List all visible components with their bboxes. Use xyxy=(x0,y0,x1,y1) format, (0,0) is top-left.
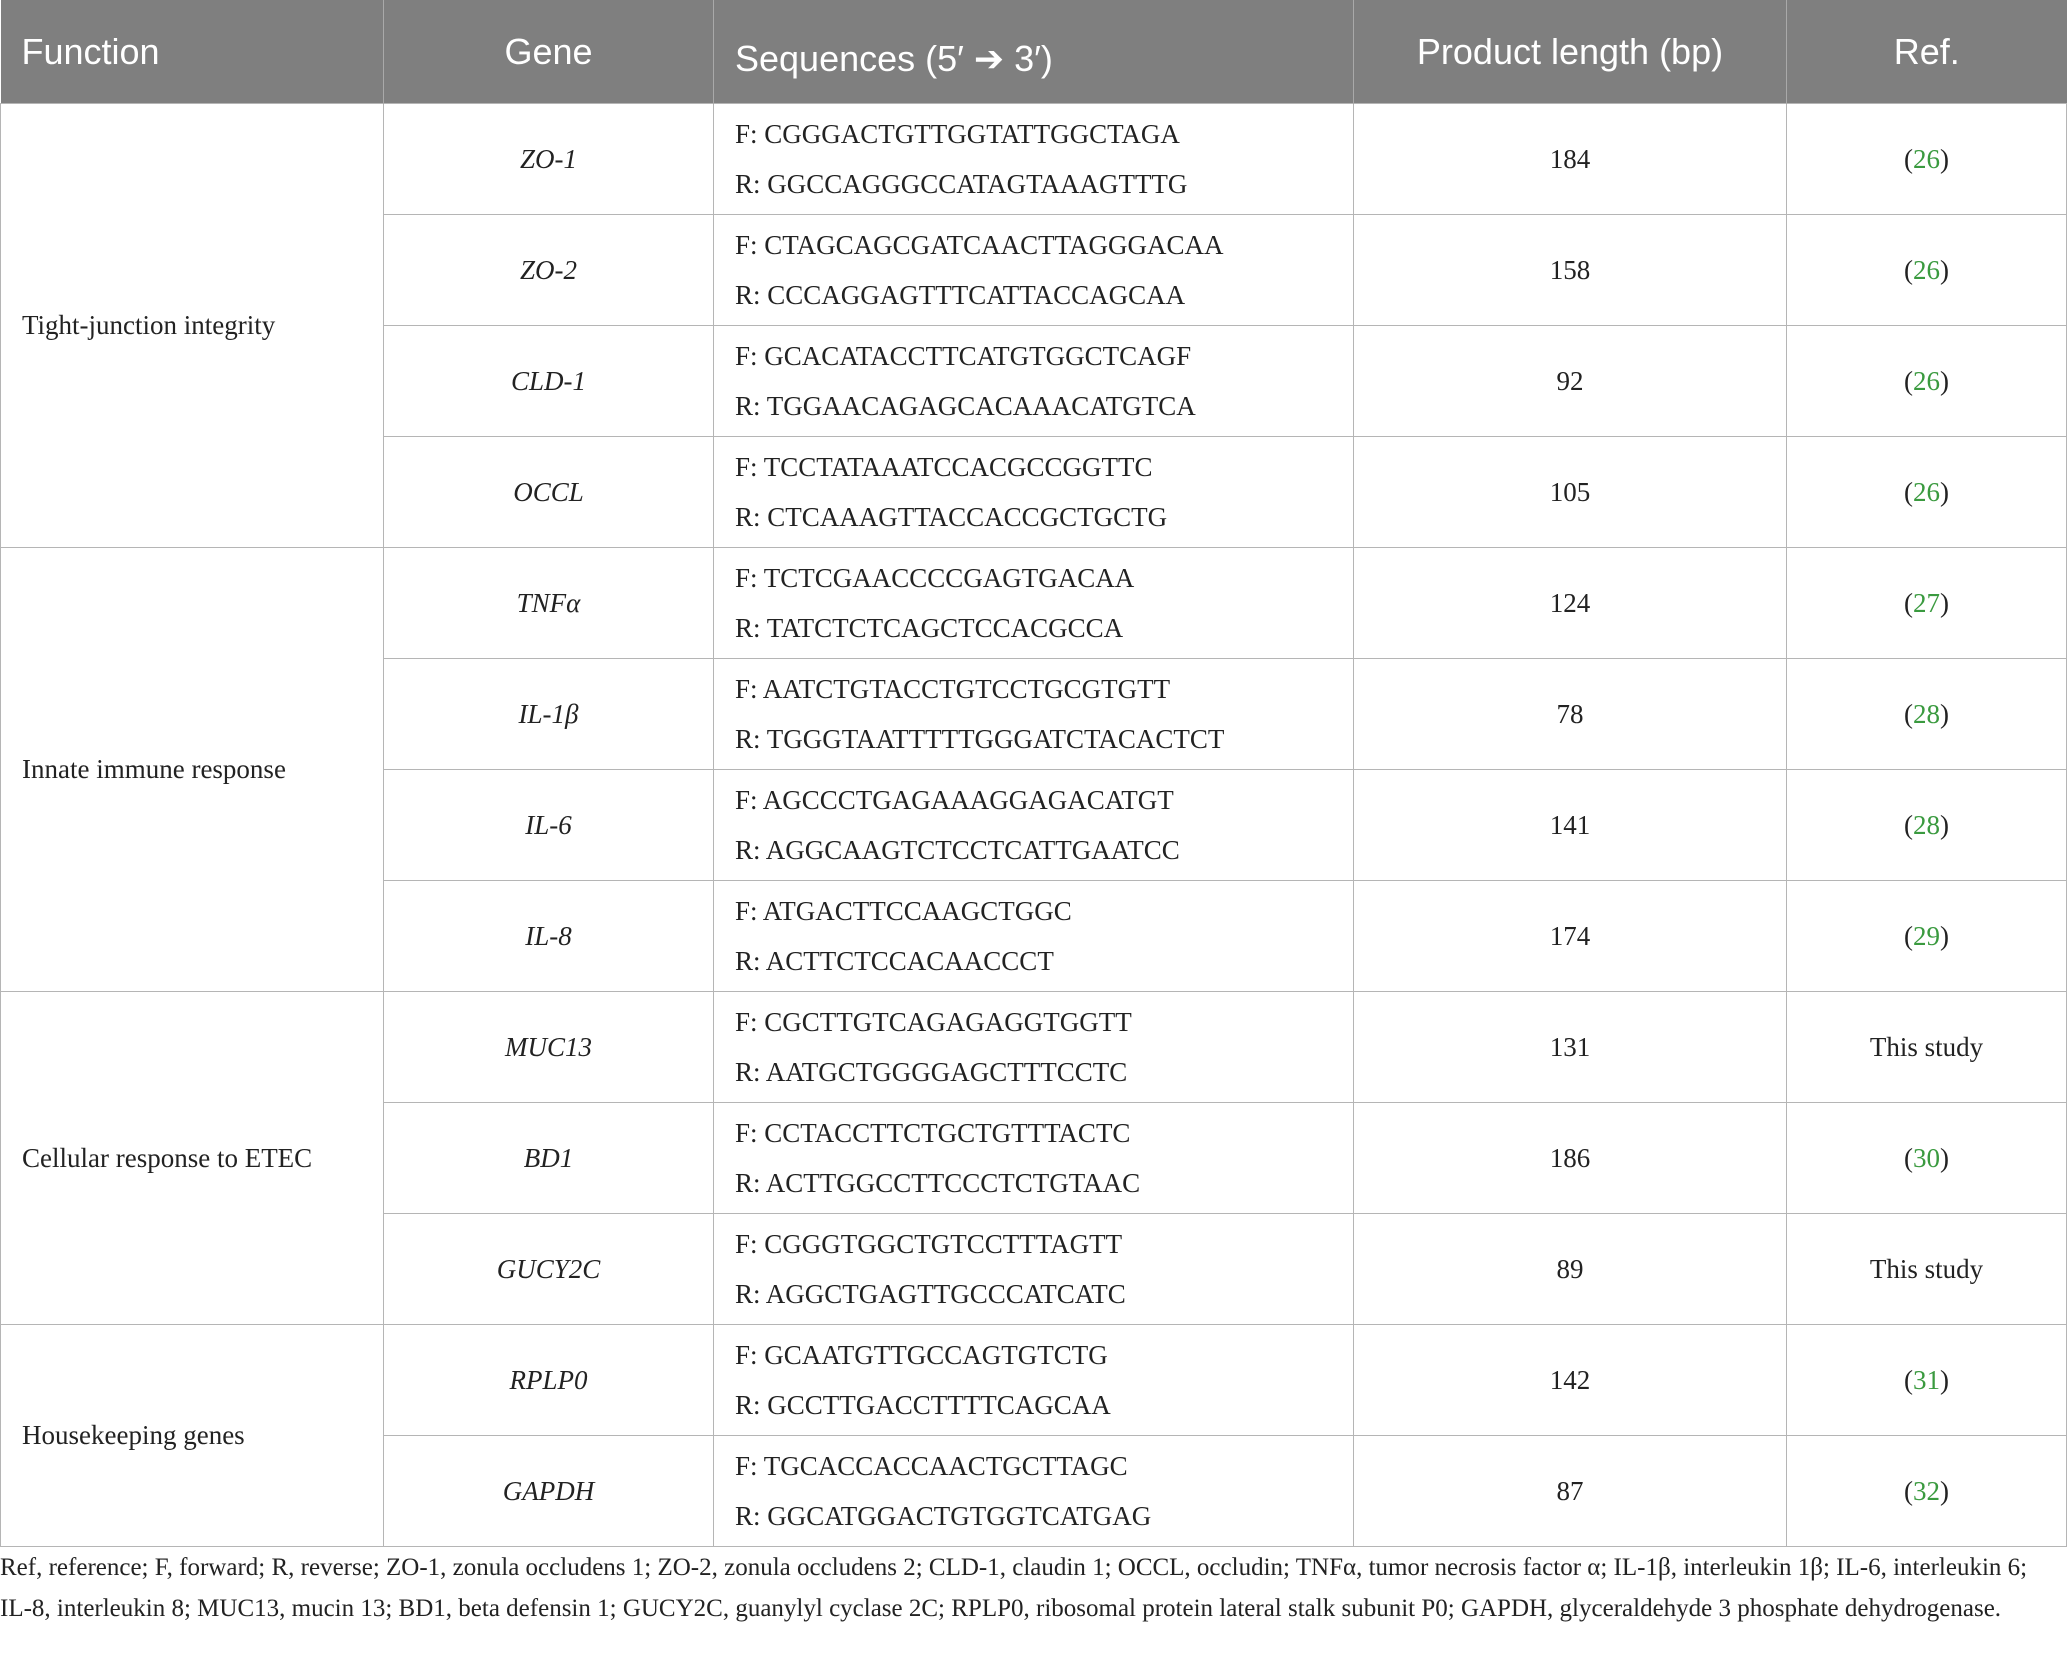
ref-text: This study xyxy=(1869,1031,1984,1062)
reverse-primer: R: TGGGTAATTTTTGGGATCTACACTCT xyxy=(735,724,1225,754)
ref-paren-close: ) xyxy=(1940,1475,1949,1506)
gene-cell: TNFα xyxy=(384,548,714,659)
ref-cell xyxy=(1787,1325,2067,1436)
reverse-primer: R: ACTTCTCCACAACCCT xyxy=(735,946,1054,976)
forward-primer: F: CGGGACTGTTGGTATTGGCTAGA xyxy=(735,119,1180,149)
reverse-primer: R: GCCTTGACCTTTTCAGCAA xyxy=(735,1390,1111,1420)
ref-paren-open: ( xyxy=(1904,254,1913,285)
table-row xyxy=(1,548,2067,659)
gene-cell: IL-8 xyxy=(384,881,714,992)
ref-paren-open: ( xyxy=(1904,476,1913,507)
sequence-cell xyxy=(714,1436,1354,1547)
ref-link[interactable]: 26 xyxy=(1913,254,1940,285)
ref-link[interactable]: 28 xyxy=(1913,809,1940,840)
table-row xyxy=(1,104,2067,215)
ref-paren-open: ( xyxy=(1904,1364,1913,1395)
product-length-cell: 89 xyxy=(1354,1214,1787,1325)
ref-cell xyxy=(1787,659,2067,770)
header-product-length: Product length (bp) xyxy=(1354,0,1787,104)
sequence-cell xyxy=(714,1103,1354,1214)
product-length-cell: 142 xyxy=(1354,1325,1787,1436)
ref-cell xyxy=(1787,437,2067,548)
ref-paren-open: ( xyxy=(1904,809,1913,840)
ref-paren-close: ) xyxy=(1940,1364,1949,1395)
ref-paren-open: ( xyxy=(1904,698,1913,729)
reverse-primer: R: TGGAACAGAGCACAAACATGTCA xyxy=(735,391,1196,421)
reverse-primer: R: GGCATGGACTGTGGTCATGAG xyxy=(735,1501,1152,1531)
gene-cell: RPLP0 xyxy=(384,1325,714,1436)
ref-paren-open: ( xyxy=(1904,1142,1913,1173)
table-row xyxy=(1,992,2067,1103)
table-body xyxy=(1,104,2067,1547)
ref-cell xyxy=(1787,1103,2067,1214)
table-footnote: Ref, reference; F, forward; R, reverse; ZO-1, zonula occludens 1; ZO-2, zonula occludens 2; CLD-1, claudin 1; OCCL, occludin; TNFα, tumor necrosis factor α; IL-1β, interleukin 1β; IL-6, interleukin 6; IL-8, interleukin 8; MUC13, mucin 13; BD1, beta defensin 1; GUCY2C, guanylyl cyclase 2C; RPLP0, ribosomal protein lateral stalk subunit P0; GAPDH, glyceraldehyde 3 phosphate dehydrogenase. xyxy=(0,1554,2028,1622)
forward-primer: F: CGGGTGGCTGTCCTTTAGTT xyxy=(735,1229,1123,1259)
forward-primer: F: TCCTATAAATCCACGCCGGTTC xyxy=(735,452,1153,482)
ref-paren-close: ) xyxy=(1940,698,1949,729)
sequence-cell xyxy=(714,992,1354,1103)
ref-link[interactable]: 29 xyxy=(1913,920,1940,951)
ref-paren-open: ( xyxy=(1904,143,1913,174)
function-cell: Innate immune response xyxy=(1,548,384,992)
sequence-cell xyxy=(714,215,1354,326)
sequence-cell xyxy=(714,770,1354,881)
forward-primer: F: AATCTGTACCTGTCCTGCGTGTT xyxy=(735,674,1171,704)
product-length-cell: 105 xyxy=(1354,437,1787,548)
gene-cell: GAPDH xyxy=(384,1436,714,1547)
forward-primer: F: ATGACTTCCAAGCTGGC xyxy=(735,896,1072,926)
gene-cell: IL-6 xyxy=(384,770,714,881)
reverse-primer: R: AGGCTGAGTTGCCCATCATC xyxy=(735,1279,1126,1309)
header-row xyxy=(1,0,2067,104)
ref-cell xyxy=(1787,548,2067,659)
header-gene: Gene xyxy=(384,0,714,104)
reverse-primer: R: CTCAAAGTTACCACCGCTGCTG xyxy=(735,502,1168,532)
forward-primer: F: GCACATACCTTCATGTGGCTCAGF xyxy=(735,341,1192,371)
ref-paren-open: ( xyxy=(1904,920,1913,951)
ref-link[interactable]: 31 xyxy=(1913,1364,1940,1395)
reverse-primer: R: AATGCTGGGGAGCTTTCCTC xyxy=(735,1057,1128,1087)
forward-primer: F: CCTACCTTCTGCTGTTTACTC xyxy=(735,1118,1131,1148)
ref-cell xyxy=(1787,104,2067,215)
ref-paren-close: ) xyxy=(1940,920,1949,951)
gene-cell: CLD-1 xyxy=(384,326,714,437)
gene-cell: GUCY2C xyxy=(384,1214,714,1325)
table-row xyxy=(1,1325,2067,1436)
ref-link[interactable]: 26 xyxy=(1913,365,1940,396)
ref-paren-open: ( xyxy=(1904,587,1913,618)
sequence-cell xyxy=(714,659,1354,770)
ref-link[interactable]: 30 xyxy=(1913,1142,1940,1173)
ref-paren-close: ) xyxy=(1940,365,1949,396)
gene-cell: MUC13 xyxy=(384,992,714,1103)
ref-cell xyxy=(1787,881,2067,992)
gene-cell: IL-1β xyxy=(384,659,714,770)
ref-cell xyxy=(1787,770,2067,881)
ref-link[interactable]: 26 xyxy=(1913,476,1940,507)
ref-cell xyxy=(1787,1436,2067,1547)
ref-paren-close: ) xyxy=(1940,476,1949,507)
sequence-cell xyxy=(714,881,1354,992)
ref-text: This study xyxy=(1869,1253,1984,1284)
reverse-primer: R: TATCTCTCAGCTCCACGCCA xyxy=(735,613,1124,643)
gene-cell: OCCL xyxy=(384,437,714,548)
table-header xyxy=(1,0,2067,104)
product-length-cell: 78 xyxy=(1354,659,1787,770)
forward-primer: F: CGCTTGTCAGAGAGGTGGTT xyxy=(735,1007,1132,1037)
forward-primer: F: AGCCCTGAGAAAGGAGACATGT xyxy=(735,785,1174,815)
header-function: Function xyxy=(1,0,384,104)
ref-link[interactable]: 32 xyxy=(1913,1475,1940,1506)
ref-cell xyxy=(1787,215,2067,326)
forward-primer: F: GCAATGTTGCCAGTGTCTG xyxy=(735,1340,1108,1370)
ref-link[interactable]: 27 xyxy=(1913,587,1940,618)
sequence-cell xyxy=(714,1214,1354,1325)
product-length-cell: 174 xyxy=(1354,881,1787,992)
product-length-cell: 131 xyxy=(1354,992,1787,1103)
sequence-cell xyxy=(714,1325,1354,1436)
ref-paren-close: ) xyxy=(1940,809,1949,840)
sequence-cell xyxy=(714,104,1354,215)
forward-primer: F: TCTCGAACCCCGAGTGACAA xyxy=(735,563,1135,593)
product-length-cell: 141 xyxy=(1354,770,1787,881)
reverse-primer: R: AGGCAAGTCTCCTCATTGAATCC xyxy=(735,835,1180,865)
ref-paren-close: ) xyxy=(1940,587,1949,618)
ref-paren-close: ) xyxy=(1940,254,1949,285)
sequence-cell xyxy=(714,437,1354,548)
function-cell: Cellular response to ETEC xyxy=(1,992,384,1325)
product-length-cell: 92 xyxy=(1354,326,1787,437)
function-cell: Housekeeping genes xyxy=(1,1325,384,1547)
ref-link[interactable]: 26 xyxy=(1913,143,1940,174)
ref-cell xyxy=(1787,1214,2067,1325)
gene-cell: BD1 xyxy=(384,1103,714,1214)
product-length-cell: 186 xyxy=(1354,1103,1787,1214)
header-sequences: Sequences (5′ ➔ 3′) xyxy=(714,0,1354,104)
gene-cell: ZO-2 xyxy=(384,215,714,326)
reverse-primer: R: CCCAGGAGTTTCATTACCAGCAA xyxy=(735,280,1186,310)
ref-paren-close: ) xyxy=(1940,143,1949,174)
sequence-cell xyxy=(714,548,1354,659)
ref-paren-open: ( xyxy=(1904,1475,1913,1506)
ref-cell xyxy=(1787,326,2067,437)
ref-paren-open: ( xyxy=(1904,365,1913,396)
product-length-cell: 184 xyxy=(1354,104,1787,215)
ref-paren-close: ) xyxy=(1940,1142,1949,1173)
ref-cell xyxy=(1787,992,2067,1103)
reverse-primer: R: ACTTGGCCTTCCCTCTGTAAC xyxy=(735,1168,1141,1198)
function-cell: Tight-junction integrity xyxy=(1,104,384,548)
product-length-cell: 87 xyxy=(1354,1436,1787,1547)
forward-primer: F: CTAGCAGCGATCAACTTAGGGACAA xyxy=(735,230,1224,260)
product-length-cell: 124 xyxy=(1354,548,1787,659)
sequence-cell xyxy=(714,326,1354,437)
ref-link[interactable]: 28 xyxy=(1913,698,1940,729)
gene-cell: ZO-1 xyxy=(384,104,714,215)
forward-primer: F: TGCACCACCAACTGCTTAGC xyxy=(735,1451,1128,1481)
header-ref: Ref. xyxy=(1787,0,2067,104)
product-length-cell: 158 xyxy=(1354,215,1787,326)
reverse-primer: R: GGCCAGGGCCATAGTAAAGTTTG xyxy=(735,169,1188,199)
